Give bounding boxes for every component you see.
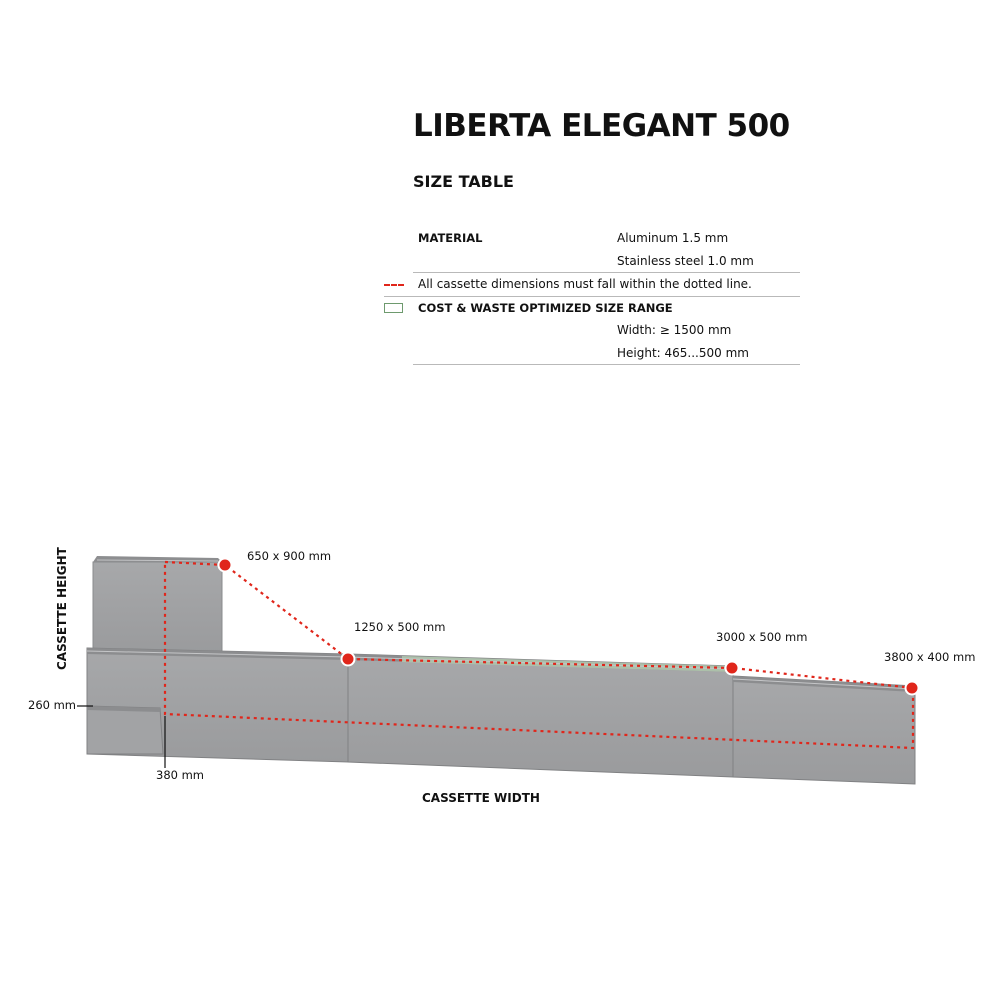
y-axis-label: CASSETTE HEIGHT	[55, 547, 69, 670]
cassette-3000	[348, 654, 733, 777]
material-value: Stainless steel 1.0 mm	[617, 253, 754, 268]
limit-point-marker	[726, 662, 739, 675]
limit-point-label: 3000 x 500 mm	[716, 630, 808, 644]
cassette-3800	[733, 676, 915, 784]
limit-point-marker	[906, 682, 919, 695]
min-width-label: 380 mm	[156, 768, 205, 782]
limit-point-label: 3800 x 400 mm	[884, 650, 976, 664]
limit-point-marker	[219, 559, 232, 572]
tall-cassette	[93, 556, 222, 652]
optimized-label: COST & WASTE OPTIMIZED SIZE RANGE	[418, 300, 673, 315]
min-height-label: 260 mm	[28, 698, 77, 712]
x-axis-label: CASSETTE WIDTH	[422, 791, 540, 805]
material-label: MATERIAL	[418, 231, 483, 245]
optimized-value: Height: 465...500 mm	[617, 345, 749, 360]
page-title: LIBERTA ELEGANT 500	[413, 108, 790, 144]
dotted-line-note: All cassette dimensions must fall within the dotted line.	[418, 277, 752, 291]
limit-point-label: 650 x 900 mm	[247, 549, 332, 563]
material-value: Aluminum 1.5 mm	[617, 231, 729, 245]
small-cassette	[87, 706, 163, 754]
limit-point-label: 1250 x 500 mm	[354, 620, 446, 634]
optimized-value: Width: ≥ 1500 mm	[617, 323, 732, 337]
limit-point-marker	[342, 653, 355, 666]
section-subtitle: SIZE TABLE	[413, 172, 514, 191]
